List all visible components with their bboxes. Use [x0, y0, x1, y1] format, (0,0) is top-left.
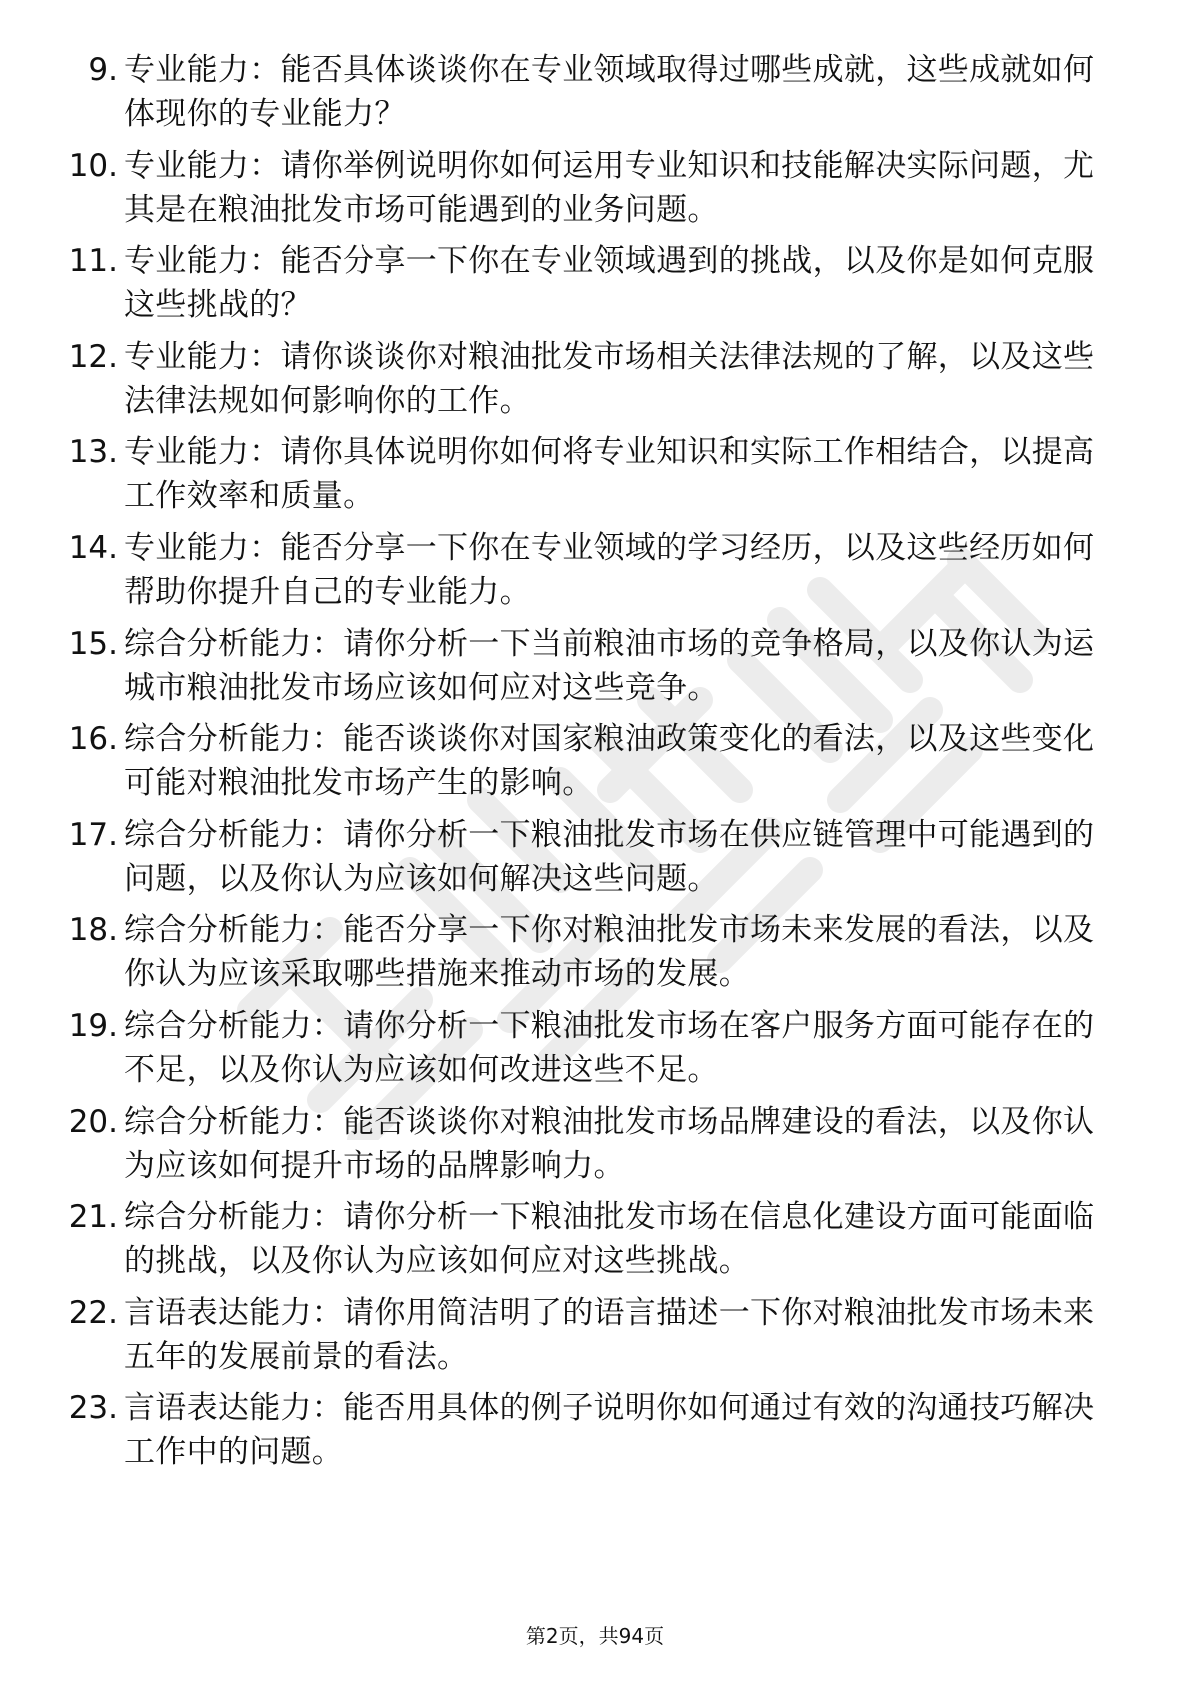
question-text: 专业能力：请你谈谈你对粮油批发市场相关法律法规的了解，以及这些法律法规如何影响你的工作。 — [124, 338, 1095, 419]
list-item — [0, 813, 1190, 909]
question-text: 言语表达能力：请你用简洁明了的语言描述一下你对粮油批发市场未来五年的发展前景的看法。 — [124, 1294, 1095, 1375]
list-item — [0, 622, 1190, 718]
question-number: 14. — [68, 529, 118, 566]
page-footer — [0, 1622, 1190, 1650]
question-text: 综合分析能力：能否谈谈你对国家粮油政策变化的看法，以及这些变化可能对粮油批发市场产生的影响。 — [124, 721, 1095, 802]
list-item — [0, 144, 1190, 240]
question-text: 言语表达能力：能否用具体的例子说明你如何通过有效的沟通技巧解决工作中的问题。 — [124, 1390, 1095, 1471]
question-text: 综合分析能力：请你分析一下粮油批发市场在信息化建设方面可能面临的挑战，以及你认为应该如何应对这些挑战。 — [124, 1199, 1095, 1280]
question-number: 17. — [68, 816, 118, 853]
list-item — [0, 1100, 1190, 1196]
list-item — [0, 430, 1190, 526]
question-number: 16. — [68, 721, 118, 758]
question-number: 13. — [68, 434, 118, 471]
question-number: 20. — [68, 1103, 118, 1140]
page-number-label: 第2页，共94页 — [525, 1624, 665, 1648]
list-item — [0, 1195, 1190, 1291]
list-item — [0, 1386, 1190, 1482]
question-text: 专业能力：请你具体说明你如何将专业知识和实际工作相结合，以提高工作效率和质量。 — [124, 434, 1095, 515]
question-text: 综合分析能力：请你分析一下粮油批发市场在客户服务方面可能存在的不足，以及你认为应该如何改进这些不足。 — [124, 1007, 1095, 1088]
list-item — [0, 1291, 1190, 1387]
question-number: 15. — [68, 625, 118, 662]
question-number: 21. — [68, 1199, 118, 1236]
question-text: 综合分析能力：能否谈谈你对粮油批发市场品牌建设的看法，以及你认为应该如何提升市场的品牌影响力。 — [124, 1103, 1095, 1184]
list-item — [0, 1004, 1190, 1100]
question-text: 综合分析能力：请你分析一下当前粮油市场的竞争格局，以及你认为运城市粮油批发市场应该如何应对这些竞争。 — [124, 625, 1095, 706]
question-text: 专业能力：能否具体谈谈你在专业领域取得过哪些成就，这些成就如何体现你的专业能力？ — [124, 52, 1095, 132]
list-item — [0, 526, 1190, 622]
question-text: 专业能力：能否分享一下你在专业领域的学习经历，以及这些经历如何帮助你提升自己的专业能力。 — [124, 529, 1095, 610]
question-text: 专业能力：能否分享一下你在专业领域遇到的挑战，以及你是如何克服这些挑战的？ — [124, 243, 1095, 324]
list-item — [0, 717, 1190, 813]
question-text: 综合分析能力：请你分析一下粮油批发市场在供应链管理中可能遇到的问题，以及你认为应该如何解决这些问题。 — [124, 816, 1095, 897]
list-item — [0, 48, 1190, 144]
question-number: 22. — [68, 1294, 118, 1331]
question-text: 综合分析能力：能否分享一下你对粮油批发市场未来发展的看法，以及你认为应该采取哪些措施来推动市场的发展。 — [124, 912, 1095, 993]
list-item — [0, 908, 1190, 1004]
question-number: 12. — [68, 338, 118, 375]
question-list — [0, 48, 1190, 1482]
question-text: 专业能力：请你举例说明你如何运用专业知识和技能解决实际问题，尤其是在粮油批发市场可能遇到的业务问题。 — [124, 147, 1095, 228]
question-number: 18. — [68, 912, 118, 949]
question-number: 9. — [88, 52, 118, 88]
question-number: 19. — [68, 1007, 118, 1044]
question-number: 10. — [68, 147, 118, 184]
list-item — [0, 239, 1190, 335]
list-item — [0, 335, 1190, 431]
question-number: 11. — [68, 243, 118, 280]
question-number: 23. — [68, 1390, 118, 1427]
